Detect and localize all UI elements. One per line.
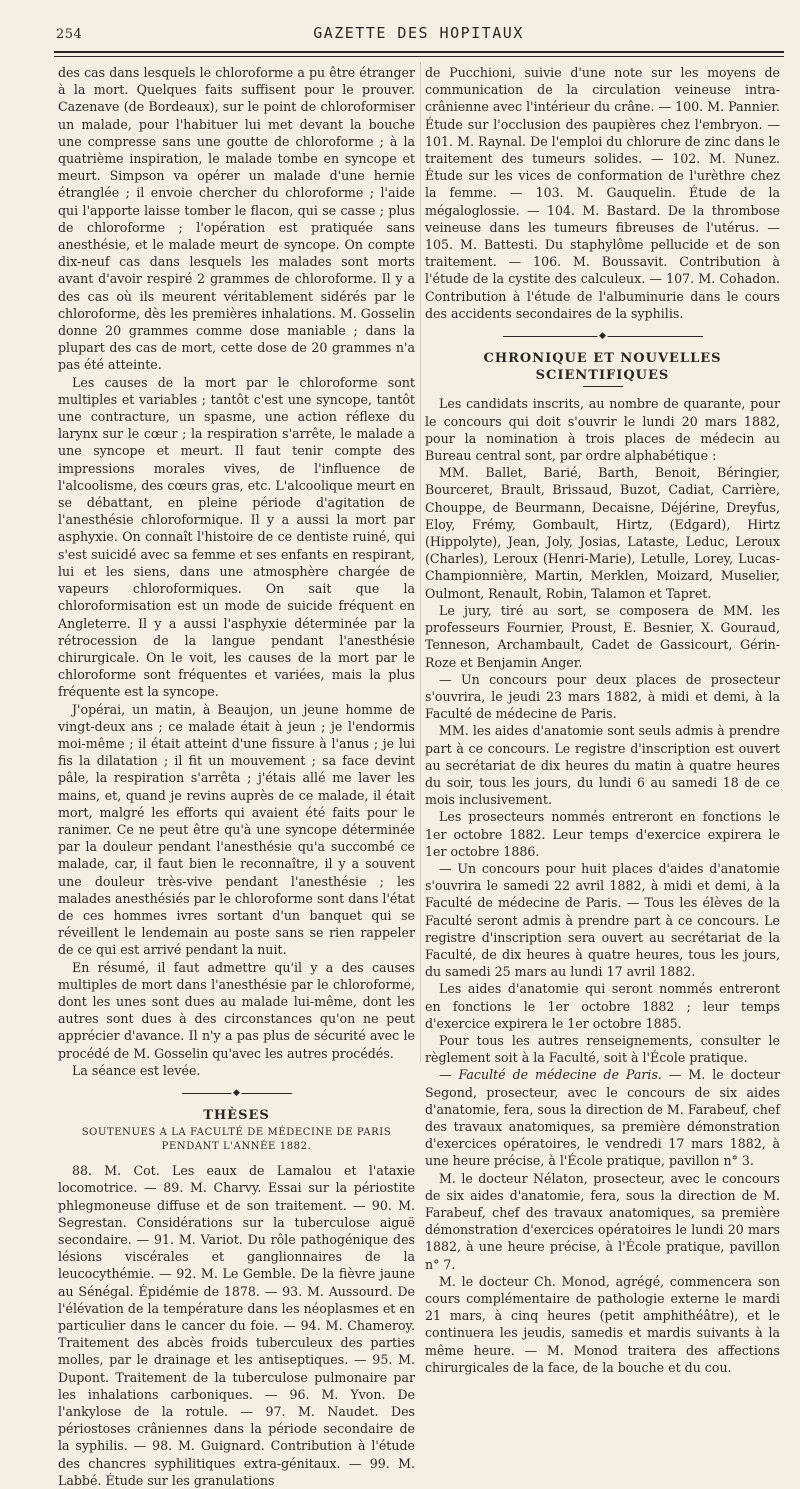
paragraph: En résumé, il faut admettre qu'il y a des causes multiples de mort dans l'anesthésie par le chloroforme, dont les unes sont dues au malade lui-même, dont les autres sont dues à des circonstances qu'on ne peut apprécier d'avance. Il n'y a pas plus de sécurité avec le procédé de M. Gosselin qu'avec les autres procédés. (58, 959, 415, 1061)
paragraph: M. le docteur Ch. Monod, agrégé, commencera son cours complémentaire de pathologie externe le mardi 21 mars, à cinq heures (petit amphithéâtre), et le continuera les jeudis, samedis et mardis suivants à la même heure. — M. Monod traitera des affections chirurgicales de la face, de la bouche et du cou. (425, 1273, 780, 1375)
paragraph: M. le docteur Nélaton, prosecteur, avec le concours de six aides d'anatomie, fera, sous la direction de M. Farabeuf, chef des travaux anatomiques, sa première démonstration d'exercices opératoires le lundi 20 mars 1882, à une heure précise, à l'École pratique, pavillon n° 7. (425, 1170, 780, 1272)
theses-title: THÈSES (203, 1107, 270, 1123)
theses-subtitle (58, 1126, 415, 1154)
paragraph-body: — M. le docteur Segond, prosecteur, avec le concours de six aides d'anatomie, fera, sous la direction de M. Farabeuf, chef des travaux anatomiques, sa première démonstration d'exercices opératoires, le vendredi 17 mars 1882, à une heure précise, à l'École pratique, pavillon n° 3. (425, 1067, 780, 1169)
page-header (56, 24, 781, 46)
paragraph: La séance est levée. (72, 1062, 201, 1078)
paragraph: Le jury, tiré au sort, se composera de MM. les professeurs Fournier, Proust, E. Besnier, X. Gouraud, Tenneson, Archambault, Cadet de Gassicourt, Gérin-Roze et Benjamin Anger. (425, 602, 780, 670)
left-column (58, 64, 415, 1489)
right-column (425, 64, 780, 1376)
section-separator (503, 332, 703, 342)
paragraph: Pour tous les autres renseignements, consulter le règlement soit à la Faculté, soit à l'École pratique. (425, 1032, 780, 1066)
paragraph: — Un concours pour huit places d'aides d'anatomie s'ouvrira le samedi 22 avril 1882, à midi et demi, à la Faculté de médecine de Paris. — Tous les élèves de la Faculté seront admis à prendre part à ce concours. Le registre d'inscription sera ouvert au secrétariat de la Faculté, de dix heures à quatre heures, tous les jours, du samedi 25 mars au lundi 17 avril 1882. (425, 860, 780, 980)
header-rule (54, 51, 784, 53)
theses-subtitle-line1: SOUTENUES A LA FACULTÉ DE MÉDECINE DE PARIS (81, 1127, 392, 1139)
paragraph (425, 1066, 780, 1169)
theses-subtitle-line2: PENDANT L'ANNÉE 1882. (161, 1141, 312, 1153)
paragraph: de Pucchioni, suivie d'une note sur les moyens de communication de la circulation veineuse intra-crânienne avec l'intérieur du crâne. — 100. M. Pannier. Étude sur l'occlusion des paupières chez l'embryon. — 101. M. Raynal. De l'emploi du chlorure de zinc dans le traitement des tumeurs solides. — 102. M. Nunez. Étude sur les vices de conformation de l'urèthre chez la femme. — 103. M. Gauquelin. Étude de la mégaloglossie. — 104. M. Bastard. De la thrombose veineuse dans les tumeurs fibreuses de l'utérus. — 105. M. Battesti. Du staphylôme pellucide et de son traitement. — 106. M. Boussavit. Contribution à l'étude de la cystite des calculeux. — 107. M. Cohadon. Contribution à l'étude de l'albuminurie dans le cours des accidents secondaires de la syphilis. (425, 65, 780, 321)
section-separator (182, 1089, 292, 1099)
column-divider (420, 62, 421, 1062)
paragraph: Les causes de la mort par le chloroforme sont multiples et variables ; tantôt c'est une syncope, tantôt une contracture, un spasme, une action réflexe du larynx sur le cœur ; la respiration s'arrête, le malade a une syncope et meurt. Il faut tenir compte des impressions morales vives, de l'influence de l'alcoolisme, des cœurs gras, etc. L'alcoolique meurt en se débattant, en pleine période d'agitation de l'anesthésie chloroformique. Il y a aussi la mort par asphyxie. On connaît l'histoire de ce dentiste ruiné, qui s'est suicidé avec sa femme et ses enfants en respirant, lui et les siens, dans une atmosphère chargée de vapeurs chloroformiques. On sait que la chloroformisation est un mode de suicide fréquent en Angleterre. Il y a aussi l'asphyxie déterminée par la rétrocession de la langue pendant l'anesthésie chirurgicale. On le voit, les causes de la mort par le chloroforme sont fréquentes et variées, mais la plus fréquente est la syncope. (58, 374, 415, 700)
paragraph: Les prosecteurs nommés entreront en fonctions le 1er octobre 1882. Leur temps d'exercice expirera le 1er octobre 1886. (425, 809, 780, 859)
header-rule-thin (54, 56, 784, 57)
page-number: 254 (56, 27, 83, 42)
paragraph: J'opérai, un matin, à Beaujon, un jeune homme de vingt-deux ans ; ce malade était à jeun ; je l'endormis moi-même ; il était atteint d'une fissure à l'anus ; je lui fis la dilatation ; il fit un mouvement ; sa face devint pâle, la respiration s'arrêta ; j'étais allé me laver les mains, et, quand je revins auprès de ce malade, il était mort, malgré les efforts qui avaient été faits pour le ranimer. Ce ne peut être qu'à une syncope déterminée par la douleur pendant l'anesthésie qu'a succombé ce malade, car, il faut bien le reconnaître, il y a souvent une douleur très-vive pendant l'anesthésie ; les malades anesthésiés par le chloroforme sont dans l'état de ces hommes ivres sortant d'un banquet qui se réveillent le lendemain au poste sans se rien rappeler de ce qui est arrivé pendant la nuit. (58, 701, 415, 958)
chronique-title: CHRONIQUE ET NOUVELLES SCIENTIFIQUES (483, 351, 722, 384)
paragraph: — Un concours pour deux places de prosecteur s'ouvrira, le jeudi 23 mars 1882, à midi et demi, à la Faculté de médecine de Paris. (425, 671, 780, 722)
running-title: GAZETTE DES HOPITAUX (313, 24, 524, 42)
paragraph: MM. les aides d'anatomie sont seuls admis à prendre part à ce concours. Le registre d'inscription est ouvert au secrétariat de dix heures du matin à quatre heures du soir, tous les jours, du lundi 6 au samedi 18 de ce mois inclusivement. (425, 723, 780, 808)
paragraph: Les candidats inscrits, au nombre de quarante, pour le concours qui doit s'ouvrir le lundi 20 mars 1882, pour la nomination à trois places de médecin au Bureau central sont, par ordre alphabétique : (425, 396, 780, 464)
paragraph: des cas dans lesquels le chloroforme a pu être étranger à la mort. Quelques faits suffisent pour le prouver. Cazenave (de Bordeaux), sur le point de chloroformiser un malade, pour l'habituer lui met devant la bouche une compresse sans une goutte de chloroforme ; à la quatrième inspiration, le malade tombe en syncope et meurt. Simpson va opérer un malade d'une hernie étranglée ; il envoie chercher du chloroforme ; l'aide qui l'apporte laisse tomber le flacon, qui se casse ; plus de chloroforme ; l'opération est pratiquée sans anesthésie, et le malade meurt de syncope. On compte dix-neuf cas dans lesquels les malades sont morts avant d'avoir respiré 2 grammes de chloroforme. Il y a des cas où ils meurent véritablement sidérés par le chloroforme, dès les premières inhalations. M. Gosselin donne 20 grammes comme dose maniable ; dans la plupart des cas de mort, cette dose de 20 grammes n'a pas été atteinte. (58, 65, 415, 373)
theses-list: 88. M. Cot. Les eaux de Lamalou et l'ataxie locomotrice. — 89. M. Charvy. Essai sur la périostite phlegmoneuse diffuse et de son traitement. — 90. M. Segrestan. Considérations sur la tuberculose aiguë secondaire. — 91. M. Variot. Du rôle pathogénique des lésions viscérales et ganglionnaires de la leucocythémie. — 92. M. Le Gemble. De la fièvre jaune au Sénégal. Épidémie de 1878. — 93. M. Aussourd. De l'élévation de la température dans les néoplasmes et en particulier dans le cancer du foie. — 94. M. Chameroy. Traitement des abcès froids tuberculeux des parties molles, par le drainage et les antiseptiques. — 95. M. Dupont. Traitement de la tuberculose pulmonaire par les inhalations carboniques. — 96. M. Yvon. De l'ankylose de la rotule. — 97. M. Naudet. Des périostoses crâniennes dans la période secondaire de la syphilis. — 98. M. Guignard. Contribution à l'étude des chancres syphilitiques extra-génitaux. — 99. M. Labbé. Étude sur les granulations (58, 1163, 415, 1488)
paragraph: Les aides d'anatomie qui seront nommés entreront en fonctions le 1er octobre 1882 ; leur temps d'exercice expirera le 1er octobre 1885. (425, 981, 780, 1031)
paragraph-lead: — Faculté de médecine de Paris. (439, 1067, 662, 1083)
title-underline (583, 386, 623, 387)
paragraph: MM. Ballet, Barié, Barth, Benoit, Béringier, Bourceret, Brault, Brissaud, Buzot, Cadiat, Carrière, Chouppe, de Beurmann, Decaisne, Déjérine, Dreyfus, Eloy, Frémy, Gombault, Hirtz, (Edgard), Hirtz (Hippolyte), Jean, Joly, Josias, Lataste, Leduc, Leroux (Charles), Leroux (Henri-Marie), Letulle, Lorey, Lucas-Championnière, Martin, Merklen, Moizard, Muselier, Oulmont, Renault, Robin, Talamon et Tapret. (425, 465, 780, 601)
